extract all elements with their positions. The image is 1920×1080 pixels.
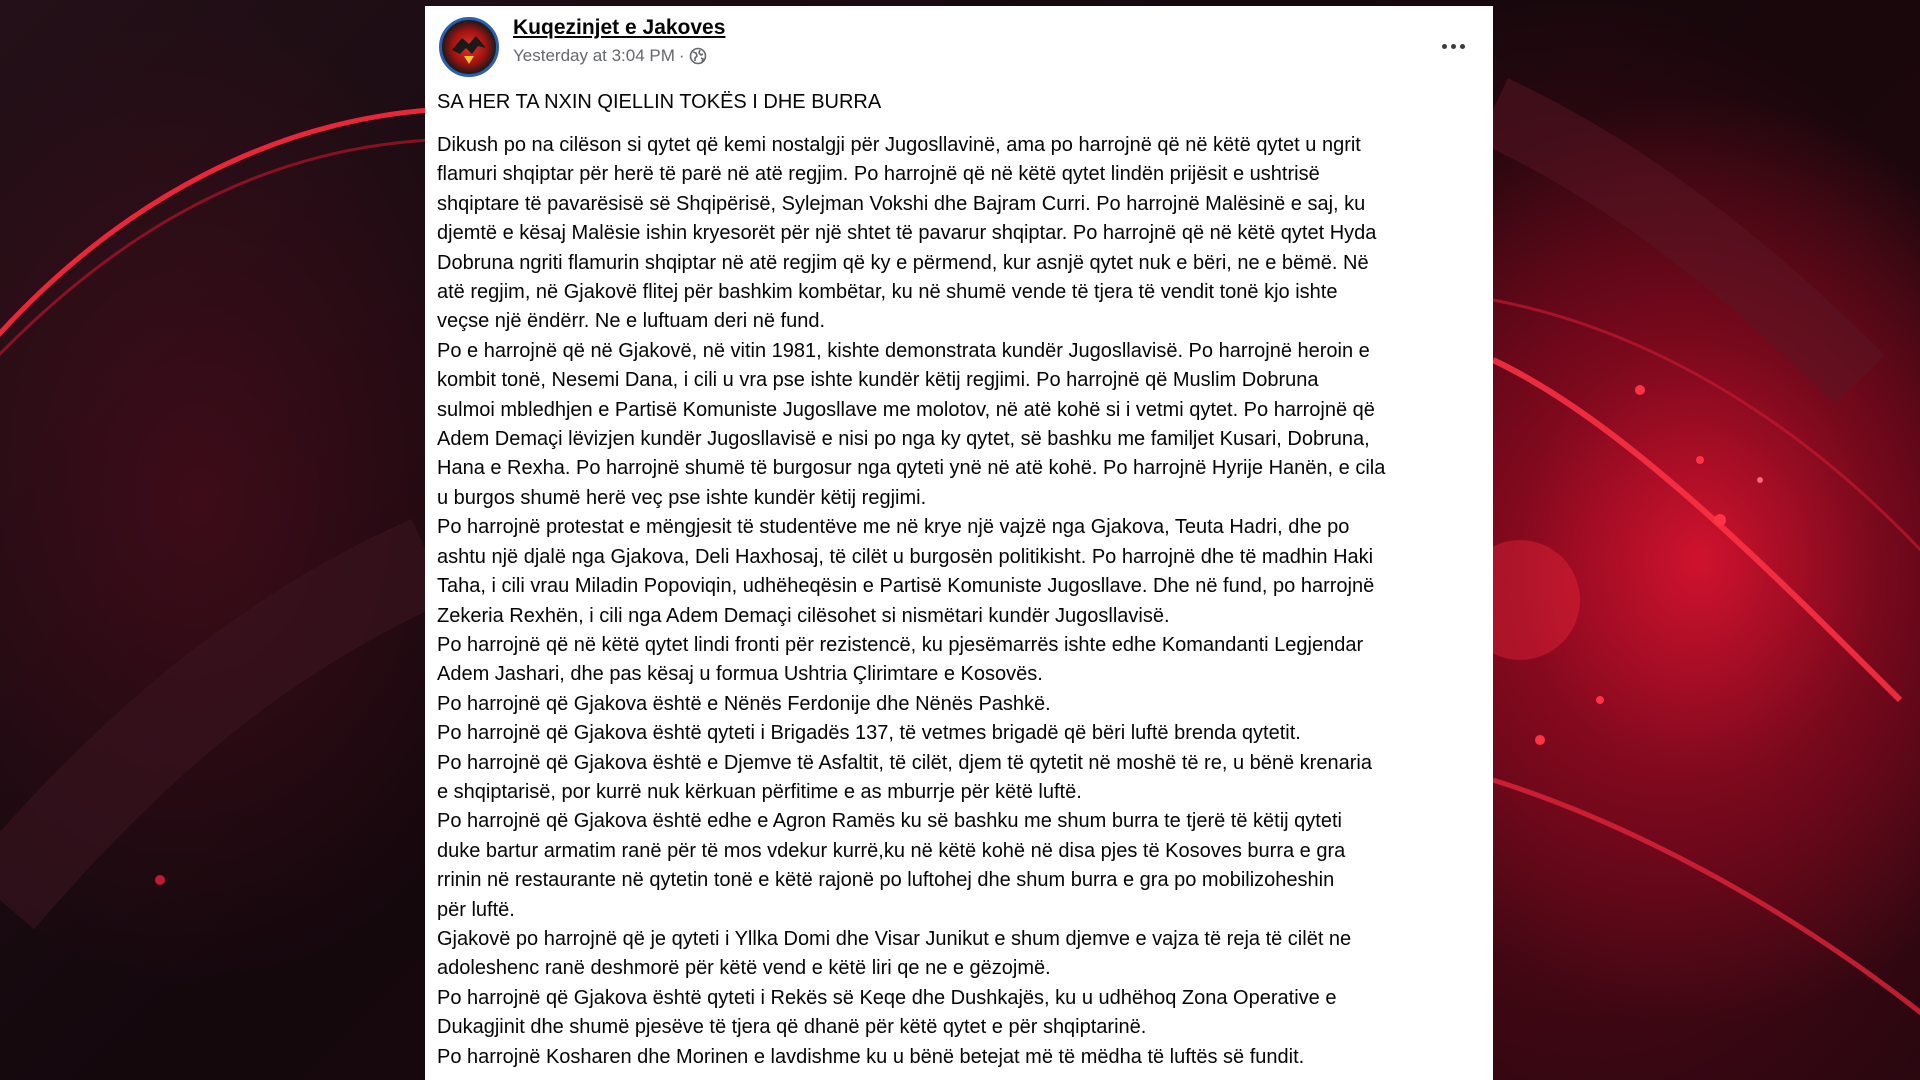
- post-text-line: Po harrojnë Kosharen dhe Morinen e lavdishme ku u bënë betejat më të mëdha të luftës së fundit.: [437, 1045, 1305, 1068]
- eagle-logo-icon: [442, 20, 496, 74]
- post-text-line: shqiptare të pavarësisë së Shqipërisë, Sylejman Vokshi dhe Bajram Curri. Po harrojnë Malësinë e saj, ku: [437, 192, 1366, 215]
- post-paragraph: [437, 513, 1487, 631]
- post-paragraph: [437, 690, 1487, 719]
- post-text-line: Hana e Rexha. Po harrojnë shumë të burgosur nga qyteti ynë në atë kohë. Po harrojnë Hyrije Hanën, e cila: [437, 457, 1386, 480]
- more-horizontal-icon: [1442, 44, 1447, 49]
- post-text-line: atë regjim, në Gjakovë flitej për bashkim kombëtar, ku në shumë vende të tjera të vendit tonë kjo ishte: [437, 281, 1338, 304]
- post-paragraph: [437, 749, 1487, 808]
- post-text-line: duke bartur armatim ranë për të mos vdekur kurrë,ku në këtë kohë në disa pjes të Kosoves burra e gra: [437, 839, 1346, 862]
- post-text-line: Adem Jashari, dhe pas kësaj u formua Ushtria Çlirimtare e Kosovës.: [437, 663, 1043, 686]
- post-text-line: Gjakovë po harrojnë që je qyteti i Yllka Domi dhe Visar Junikut e shum djemve e vajza të reja të cilët ne: [437, 927, 1352, 950]
- post-text-line: Dikush po na cilëson si qytet që kemi nostalgji për Jugosllavinë, ama po harrojnë që në këtë qytet u ngrit: [437, 134, 1361, 156]
- meta-separator: ·: [678, 46, 685, 65]
- page-name-link[interactable]: Kuqezinjet e Jakoves: [513, 16, 726, 39]
- post-text-line: Po harrojnë që Gjakova është qyteti i Brigadës 137, të vetmes brigadë që bëri luftë brenda qytetit.: [437, 722, 1301, 745]
- post-paragraph: [437, 807, 1487, 925]
- post-meta: [513, 46, 707, 66]
- post-card: [425, 6, 1493, 1080]
- post-text-line: Po harrojnë që Gjakova është e Djemve të Asfaltit, të cilët, djem të qytetit në moshë të re, u bënë krenaria: [437, 751, 1372, 774]
- post-text-line: kombit tonë, Nesemi Dana, i cili u vra pse ishte kundër këtij regjimi. Po harrojnë që Muslim Dobruna: [437, 369, 1319, 392]
- post-text-line: Zekeria Rexhën, i cili nga Adem Demaçi cilësohet si nismëtari kundër Jugosllavisë.: [437, 604, 1170, 627]
- post-text-line: veçse një ëndërr. Ne e luftuam deri në fund.: [437, 310, 826, 333]
- post-text-line: për luftë.: [437, 898, 515, 921]
- post-paragraph: [437, 1043, 1487, 1072]
- post-paragraph: [437, 984, 1487, 1043]
- post-body: [437, 131, 1487, 1072]
- post-text-line: Po harrojnë protestat e mëngjesit të studentëve me në krye një vajzë nga Gjakova, Teuta Hadri, dhe po: [437, 516, 1350, 539]
- post-title: SA HER TA NXIN QIELLIN TOKËS I DHE BURRA: [437, 91, 882, 113]
- post-text-line: sulmoi mbledhjen e Partisë Komuniste Jugosllave me molotov, në atë kohë si i vetmi qytet. Po harrojnë që: [437, 398, 1375, 421]
- post-paragraph: [437, 719, 1487, 748]
- post-text-line: Po harrojnë që në këtë qytet lindi fronti për rezistencë, ku pjesëmarrës ishte edhe Komandanti Legjendar: [437, 633, 1364, 656]
- post-text-line: Dobruna ngriti flamurin shqiptar në atë regjim që ky e përmend, kur asnjë qytet nuk e bëri, ne e bëmë. Në: [437, 251, 1369, 274]
- post-paragraph: [437, 131, 1487, 337]
- page-avatar[interactable]: [439, 17, 499, 77]
- more-options-button[interactable]: [1435, 34, 1471, 58]
- post-text-line: adoleshenc ranë deshmorë për këtë vend e këtë liri qe ne e gëzojmë.: [437, 957, 1051, 980]
- post-text-line: ashtu një djalë nga Gjakova, Deli Haxhosaj, të cilët u burgosën politikisht. Po harrojnë dhe të madhin Haki: [437, 545, 1374, 568]
- post-paragraph: [437, 337, 1487, 513]
- post-text-line: e shqiptarisë, por kurrë nuk kërkuan përfitime e as mburrje për këtë luftë.: [437, 780, 1082, 803]
- post-text-line: Po harrojnë që Gjakova është edhe e Agron Ramës ku së bashku me shum burra te tjerë të këtij qyteti: [437, 810, 1342, 833]
- post-text-line: Po e harrojnë që në Gjakovë, në vitin 1981, kishte demonstrata kundër Jugosllavisë. Po harrojnë heroin e: [437, 339, 1370, 362]
- post-paragraph: [437, 925, 1487, 984]
- post-text-line: Taha, i cili vrau Miladin Popoviqin, udhëheqësin e Partisë Komuniste Jugosllave. Dhe në fund, po harrojnë: [437, 575, 1375, 598]
- post-paragraph: [437, 631, 1487, 690]
- globe-icon[interactable]: [689, 47, 707, 65]
- post-timestamp[interactable]: Yesterday at 3:04 PM: [513, 46, 675, 65]
- post-text-line: Po harrojnë që Gjakova është e Nënës Ferdonije dhe Nënës Pashkë.: [437, 692, 1051, 715]
- post-text-line: Po harrojnë që Gjakova është qyteti i Rekës së Keqe dhe Dushkajës, ku u udhëhoq Zona Operative e: [437, 986, 1337, 1009]
- post-text-line: flamuri shqiptar për herë të parë në atë regjim. Po harrojnë që në këtë qytet lindën prijësit e ushtrisë: [437, 163, 1320, 186]
- post-text-line: u burgos shumë herë veç pse ishte kundër këtij regjimi.: [437, 486, 927, 509]
- post-text-line: Adem Demaçi lëvizjen kundër Jugosllavisë e nisi po nga ky qytet, së bashku me familjet Kusari, Dobruna,: [437, 428, 1370, 451]
- post-text-line: djemtë e kësaj Malësie ishin kryesorët për një shtet të pavarur shqiptar. Po harrojnë që në këtë qytet Hyda: [437, 222, 1377, 245]
- post-text-line: rrinin në restaurante në qytetin tonë e këtë rajonë po luftohej dhe shum burra e gra po mobilizoheshin: [437, 869, 1335, 892]
- post-text-line: Dukagjinit dhe shumë pjesëve të tjera që dhanë për këtë qytet e për shqiptarinë.: [437, 1016, 1147, 1039]
